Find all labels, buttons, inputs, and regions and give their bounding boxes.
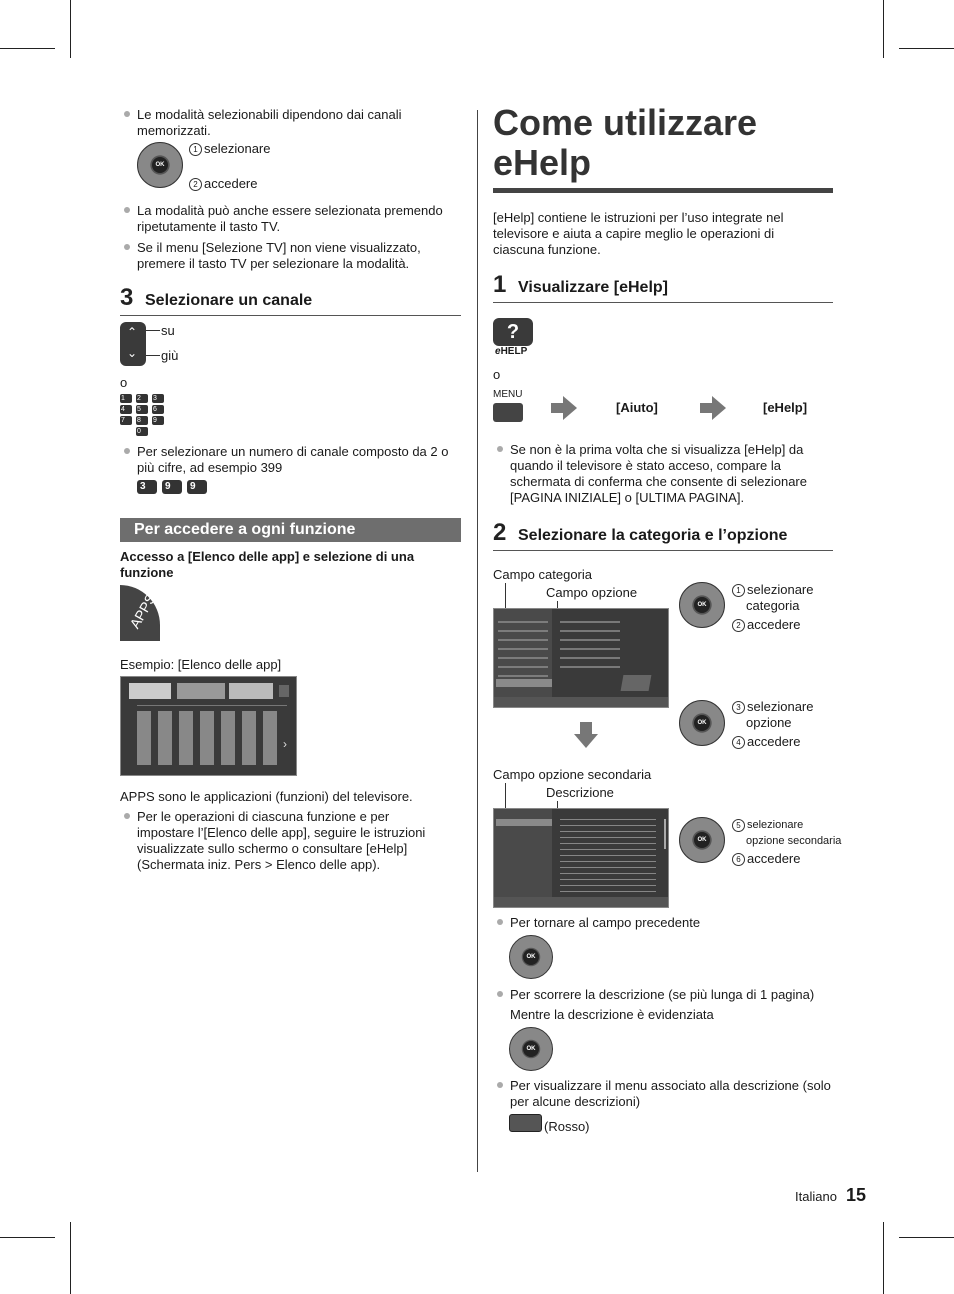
campo-categoria-label: Campo categoria <box>493 567 592 582</box>
bullet <box>497 1082 503 1088</box>
section-number: 1 <box>493 271 507 298</box>
numkey-icon: 9 <box>187 480 207 494</box>
ok-dpad-icon: OK <box>137 142 183 188</box>
step-aiuto: [Aiuto] <box>616 400 658 415</box>
bullet <box>497 446 503 452</box>
or-label: o <box>493 367 501 382</box>
crop-mark <box>883 0 884 58</box>
numkey-icon: 9 <box>162 480 182 494</box>
crop-mark <box>70 1222 71 1294</box>
arrow-down-icon <box>580 722 592 734</box>
down-label: giù <box>161 348 179 363</box>
bullet-text: Per selezionare un numero di canale composto da 2 o più cifre, ad esempio 399 <box>137 444 449 475</box>
arrow-right-icon <box>700 403 712 413</box>
bullet-text: Se non è la prima volta che si visualizza [eHelp] da quando il televisore è stato acceso, compare la schermata di conferma che consente di selezionare [PAGINA INIZIALE] o [ULTIMA PAGINA]. <box>510 442 807 505</box>
chevron-down-icon: ⌄ <box>127 346 138 360</box>
section-rule <box>493 302 833 303</box>
select-suboption-label: 5 selezionare <box>732 817 803 833</box>
leader-line <box>146 330 160 331</box>
numkey-icon: 9 <box>152 416 164 425</box>
red-label: (Rosso) <box>544 1119 590 1134</box>
section-title: Visualizzare [eHelp] <box>518 279 668 296</box>
numkey-icon: 1 <box>120 394 132 403</box>
ehelp-category-screenshot <box>493 608 669 708</box>
crop-mark <box>899 48 954 49</box>
numkey-icon: 4 <box>120 405 132 414</box>
arrow-right-icon <box>712 396 726 420</box>
bullet <box>124 207 130 213</box>
crop-mark <box>70 0 71 58</box>
scroll-condition: Mentre la descrizione è evidenziata <box>510 1007 714 1022</box>
bullet-text: Se il menu [Selezione TV] non viene visualizzato, premere il tasto TV per selezionare la modalità. <box>137 240 421 271</box>
bullet-text: La modalità può anche essere selezionata premendo ripetutamente il tasto TV. <box>137 203 443 234</box>
campo-opzione-label: Campo opzione <box>546 585 638 600</box>
select-label: 1 selezionare <box>189 141 271 157</box>
select-category-label-2: categoria <box>746 598 800 613</box>
help-button-icon <box>493 318 533 346</box>
select-option-label-2: opzione <box>746 715 792 730</box>
numkey-icon: 2 <box>136 394 148 403</box>
page-number: 15 <box>846 1185 867 1205</box>
up-label: su <box>161 323 175 338</box>
select-category-label: 1 selezionare <box>732 582 814 598</box>
channel-updown-icon <box>120 322 146 366</box>
select-suboption-label-2: opzione secondaria <box>746 835 842 847</box>
ehelp-button-label: eHELP <box>495 346 528 357</box>
bullet <box>124 111 130 117</box>
menu-button-icon <box>493 403 523 422</box>
leader-line <box>505 783 506 811</box>
ehelp-description-screenshot <box>493 808 669 908</box>
ok-dpad-icon: OK <box>679 700 725 746</box>
enter-label: 4 accedere <box>732 734 800 750</box>
banner-title: Per accedere a ogni funzione <box>134 521 356 538</box>
bullet-text: Per le operazioni di ciascuna funzione e per impostare l’[Elenco delle app], seguire le istruzioni visualizzate sullo schermo o consultare [eHelp] (Schermata iniz. Pers > Elenco delle app). <box>137 809 426 872</box>
crop-mark <box>883 1222 884 1294</box>
numkey-icon: 5 <box>136 405 148 414</box>
leader-line <box>505 583 506 611</box>
bullet-text: Le modalità selezionabili dipendono dai canali memorizzati. <box>137 107 402 138</box>
bullet <box>497 991 503 997</box>
enter-label: 2 accedere <box>189 176 257 192</box>
bullet <box>497 919 503 925</box>
bullet <box>124 448 130 454</box>
menu-label: MENU <box>493 389 523 400</box>
numkey-icon: 6 <box>152 405 164 414</box>
dpad-left-icon: OK <box>509 935 553 979</box>
question-mark-icon: ? <box>506 321 520 343</box>
bullet-text: Per visualizzare il menu associato alla descrizione (solo per alcune descrizioni) <box>510 1078 831 1109</box>
apps-heading: Accesso a [Elenco delle app] e selezione di una funzione <box>120 549 415 580</box>
crop-mark <box>899 1237 954 1238</box>
section-banner <box>120 518 461 542</box>
apps-list-screenshot: › <box>120 676 297 776</box>
descrizione-label: Descrizione <box>546 785 614 800</box>
bullet-text: Per scorrere la descrizione (se più lunga di 1 pagina) <box>510 987 815 1002</box>
red-button-icon <box>509 1114 542 1132</box>
arrow-down-icon <box>574 734 598 748</box>
section-title: Selezionare la categoria e l’opzione <box>518 527 788 544</box>
enter-label: 6 accedere <box>732 851 800 867</box>
numkey-icon: 3 <box>152 394 164 403</box>
campo-secondaria-label: Campo opzione secondaria <box>493 767 652 782</box>
ok-dpad-icon: OK <box>679 817 725 863</box>
section-title: Selezionare un canale <box>145 292 313 309</box>
numkey-icon: 0 <box>136 427 148 436</box>
numkey-icon: 8 <box>136 416 148 425</box>
arrow-right-icon <box>563 396 577 420</box>
intro-text: [eHelp] contiene le istruzioni per l’uso integrate nel televisore e aiuta a capire meglio le operazioni di ciascuna funzione. <box>493 210 784 257</box>
leader-line <box>146 355 160 356</box>
example-label: Esempio: [Elenco delle app] <box>120 657 282 672</box>
ok-dpad-icon: OK <box>679 582 725 628</box>
or-label: o <box>120 375 128 390</box>
footer-language: Italiano <box>795 1189 837 1204</box>
enter-label: 2 accedere <box>732 617 800 633</box>
apps-description: APPS sono le applicazioni (funzioni) del televisore. <box>120 789 413 804</box>
chevron-up-icon: ⌃ <box>127 325 138 339</box>
bullet <box>124 244 130 250</box>
select-option-label: 3 selezionare <box>732 699 814 715</box>
section-rule <box>120 315 461 316</box>
section-rule <box>493 550 833 551</box>
bullet-text: Per tornare al campo precedente <box>510 915 701 930</box>
crop-mark <box>0 1237 55 1238</box>
dpad-updown-icon: OK <box>509 1027 553 1071</box>
apps-button-icon: APPS <box>120 585 160 641</box>
crop-mark <box>0 48 55 49</box>
title-rule <box>493 188 833 193</box>
numkey-icon: 3 <box>137 480 157 494</box>
numkey-icon: 7 <box>120 416 132 425</box>
section-number: 2 <box>493 519 507 546</box>
arrow-right-icon <box>551 403 563 413</box>
step-ehelp: [eHelp] <box>763 400 808 415</box>
column-divider <box>477 110 478 1172</box>
bullet <box>124 813 130 819</box>
page-title-line1: Come utilizzare <box>493 102 758 143</box>
section-number: 3 <box>120 284 134 311</box>
page-title-line2: eHelp <box>493 142 592 183</box>
